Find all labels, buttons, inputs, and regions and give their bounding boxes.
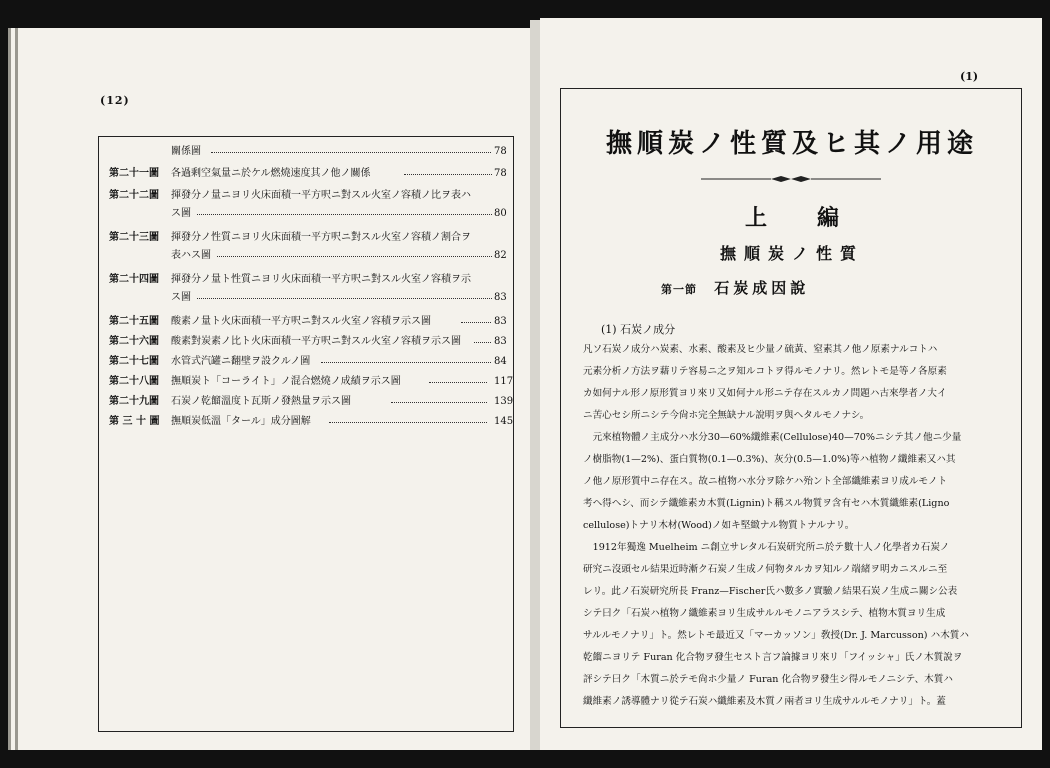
toc-leader [474, 342, 491, 343]
toc-leader [391, 402, 487, 403]
toc-leader [429, 382, 487, 383]
body-line: サルルモノナリ」ト。然レトモ最近又「マーカッソン」敎授(Dr. J. Marcusson) ハ木質ハ [583, 630, 969, 641]
toc-list [98, 136, 514, 732]
toc-text: 酸素對炭素ノ比ト火床面積一平方呎ニ對スル火室ノ容積ヲ示ス圖 [171, 336, 461, 347]
toc-label: 第二十一圖 [109, 168, 159, 179]
toc-label: 第二十七圖 [109, 356, 159, 367]
toc-page: 84 [494, 356, 507, 367]
toc-page: 82 [494, 250, 507, 261]
toc-page: 83 [494, 336, 507, 347]
toc-page: 139 [494, 396, 514, 407]
body-line: 評シテ曰ク「木質ニ於テモ尙ホ少量ノ Furan 化合物ヲ發生シ得ルモノニシテ、木質ハ [583, 674, 953, 685]
toc-text: 撫順炭低溫「タール」成分圖解 [171, 416, 311, 427]
toc-leader [329, 422, 487, 423]
toc-text: 石炭ノ乾餾溫度ト瓦斯ノ發熱量ヲ示ス圖 [171, 396, 351, 407]
section-heading [661, 277, 809, 298]
section-number: 第一節 [661, 283, 697, 296]
toc-text: 水管式汽罐ニ翻壁ヲ設クルノ圖 [171, 356, 311, 367]
toc-text: ス圖 [171, 208, 191, 219]
toc-label: 第 三 十 圖 [109, 416, 160, 427]
body-line: 乾餾ニヨリテ Furan 化合物ヲ發生セスト言フ論據ヨリ來リ「フイッシャ」氏ノ木質說ヲ [583, 652, 963, 663]
book-title: 撫順炭ノ性質及ヒ其ノ用途 [605, 129, 978, 159]
toc-page: 83 [494, 292, 507, 303]
toc-text: 表ハス圖 [171, 250, 211, 261]
toc-page: 78 [494, 146, 507, 157]
toc-page: 78 [494, 168, 507, 179]
page-number: (12) [100, 94, 130, 107]
toc-page: 83 [494, 316, 507, 327]
body-line: レリ。此ノ石炭研究所長 Franz—Fischer氏ハ數多ノ實驗ノ結果石炭ノ生成ニ關シ公表 [583, 586, 958, 597]
toc-leader [217, 256, 492, 257]
body-line: 凡ソ石炭ノ成分ハ炭素、水素、酸素及ヒ少量ノ硫黃、窒素其ノ他ノ原素ナルコトハ [583, 344, 938, 355]
right-page [540, 18, 1042, 750]
body-line: 考ヘ得ヘシ、而シテ纖維素カ木質(Lignin)ト稱スル物質ヲ含有セハ木質纖維素(Ligno [583, 498, 950, 509]
toc-page: 145 [494, 416, 514, 427]
text-frame [560, 88, 1022, 728]
toc-leader [197, 214, 492, 215]
body-line: ノ他ノ原形質中ニ存在ス。故ニ植物ハ水分ヲ除ケハ殆ント全部纖維素ヨリ成ルモノト [583, 476, 948, 487]
toc-label: 第二十四圖 [109, 274, 159, 285]
body-line: ノ樹脂物(1—2%)、蛋白質物(0.1—0.3%)、灰分(0.5—1.0%)等ハ植物ノ纖維素又ハ其 [583, 454, 956, 465]
body-line: 研究ニ沒頭セル結果近時漸ク石炭ノ生成ノ何物タルカヲ知ルノ端緒ヲ明カニスルニ至 [583, 564, 948, 575]
part-heading: 撫順炭ノ性質 [719, 244, 864, 263]
toc-text: 各過剩空氣量ニ於ケル燃燒速度其ノ他ノ關係 [171, 168, 371, 179]
body-line: ニ苦心セシ所ニシテ今尙ホ完全無缺ナル說明ヲ與ヘタルモノナシ。 [583, 410, 870, 421]
toc-label: 第二十五圖 [109, 316, 159, 327]
toc-text: 撫順炭ト「コーライト」ノ混合燃燒ノ成績ヲ示ス圖 [171, 376, 401, 387]
body-line: カ如何ナル形ノ原形質ヨリ來リ又如何ナル形ニテ存在スルカノ問題ハ古來學者ノ大イ [583, 388, 947, 399]
toc-label: 第二十六圖 [109, 336, 159, 347]
body-line: cellulose)トナリ木材(Wood)ノ如キ堅緻ナル物質トナルナリ。 [583, 520, 855, 531]
volume-heading: 上編 [744, 205, 889, 231]
toc-text: 揮發分ノ性質ニヨリ火床面積一平方呎ニ對スル火室ノ容積ノ割合ヲ [171, 232, 471, 243]
toc-leader [211, 152, 491, 153]
toc-label: 第二十三圖 [109, 232, 159, 243]
toc-leader [461, 322, 491, 323]
toc-page: 80 [494, 208, 507, 219]
ornament-rule [701, 173, 881, 185]
body-line: シテ曰ク「石炭ハ植物ノ纖維素ヨリ生成サルルモノニアラスシテ、植物木質ヨリ生成 [583, 608, 946, 619]
left-page [8, 28, 532, 750]
toc-leader [404, 174, 492, 175]
toc-label: 第二十八圖 [109, 376, 159, 387]
toc-leader [321, 362, 491, 363]
toc-page: 117 [494, 376, 514, 387]
body-line: 1912年獨逸 Muelheim ニ創立サレタル石炭研究所ニ於テ數十人ノ化學者カ石炭ノ [583, 542, 950, 553]
body-line: 元來植物體ノ主成分ハ水分30—60%纖維素(Cellulose)40—70%ニシテ其ノ他ニ少量 [583, 432, 962, 443]
toc-text: 揮發分ノ量ト性質ニヨリ火床面積一平方呎ニ對スル火室ノ容積ヲ示 [171, 274, 471, 285]
toc-label: 第二十九圖 [109, 396, 159, 407]
toc-text: 酸素ノ量ト火床面積一平方呎ニ對スル火室ノ容積ヲ示ス圖 [171, 316, 431, 327]
toc-text: 揮發分ノ量ニヨリ火床面積一平方呎ニ對スル火室ノ容積ノ比ヲ表ハ [171, 190, 471, 201]
toc-text: 關係圖 [171, 146, 201, 157]
subsection-heading: (1) 石炭ノ成分 [601, 323, 676, 336]
toc-leader [197, 298, 492, 299]
page-number: (1) [960, 70, 979, 83]
body-line: 纖維素ノ誘導體ナリ從テ石炭ハ纖維素及木質ノ兩者ヨリ生成サルルモノナリ」ト。蓋 [583, 696, 946, 707]
body-line: 元素分析ノ方法ヲ藉リテ容易ニ之ヲ知ルコトヲ得ルモノナリ。然レトモ是等ノ各原素 [583, 366, 947, 377]
toc-label: 第二十二圖 [109, 190, 159, 201]
toc-text: ス圖 [171, 292, 191, 303]
section-title: 石炭成因說 [714, 279, 810, 297]
